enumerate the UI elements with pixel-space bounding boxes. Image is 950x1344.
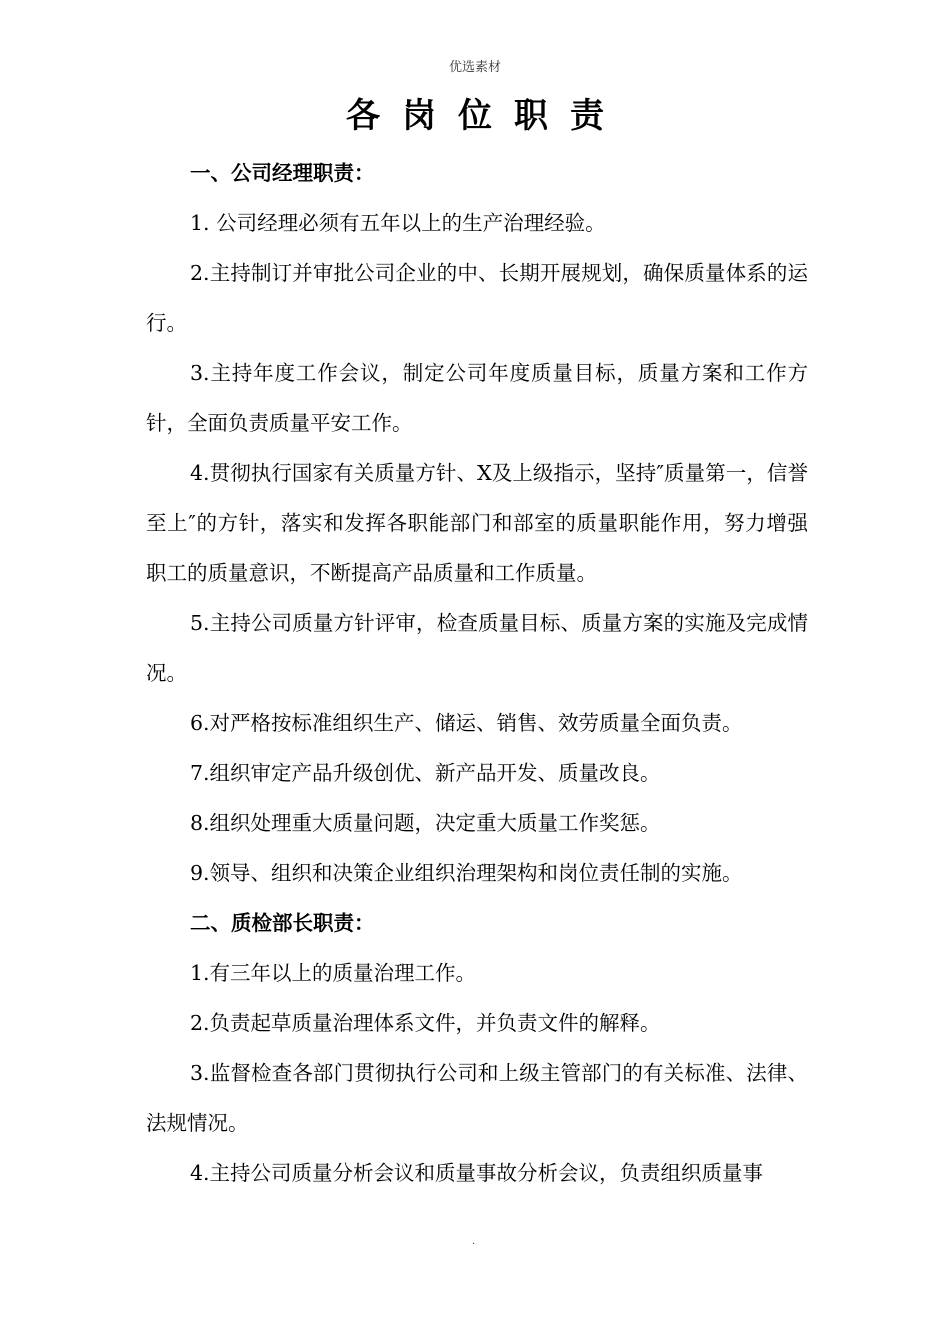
document-body bbox=[146, 148, 808, 1198]
list-item: 7.组织审定产品升级创优、新产品开发、质量改良。 bbox=[190, 761, 661, 785]
footer-mark: . bbox=[472, 1236, 476, 1247]
list-item: 3.主持年度工作会议，制定公司年度质量目标，质量方案和工作方针，全面负责质量平安工作。 bbox=[146, 361, 808, 435]
list-item: 2.负责起草质量治理体系文件，并负责文件的解释。 bbox=[190, 1011, 661, 1035]
list-item: 8.组织处理重大质量问题，决定重大质量工作奖惩。 bbox=[190, 811, 661, 835]
list-item: 1. 公司经理必须有五年以上的生产治理经验。 bbox=[190, 211, 606, 235]
list-item: 2.主持制订并审批公司企业的中、长期开展规划，确保质量体系的运行。 bbox=[146, 261, 808, 335]
header-note: 优选素材 bbox=[448, 60, 501, 75]
section-heading-manager: 一、公司经理职责： bbox=[190, 161, 375, 185]
list-item: 4.贯彻执行国家有关质量方针、X及上级指示，坚持″质量第一，信誉至上″的方针，落实和发挥各职能部门和部室的质量职能作用，努力增强职工的质量意识，不断提高产品质量和工作质量。 bbox=[146, 461, 808, 585]
list-item: 4.主持公司质量分析会议和质量事故分析会议，负责组织质量事 bbox=[190, 1161, 764, 1185]
list-item: 5.主持公司质量方针评审，检查质量目标、质量方案的实施及完成情况。 bbox=[146, 611, 808, 685]
list-item: 9.领导、组织和决策企业组织治理架构和岗位责任制的实施。 bbox=[190, 861, 743, 885]
list-item: 3.监督检查各部门贯彻执行公司和上级主管部门的有关标准、法律、法规情况。 bbox=[146, 1061, 808, 1135]
list-item: 1.有三年以上的质量治理工作。 bbox=[190, 961, 477, 985]
list-item: 6.对严格按标准组织生产、储运、销售、效劳质量全面负责。 bbox=[190, 711, 743, 735]
document-title: 各岗位职责 bbox=[346, 96, 626, 136]
section-heading-qc-director: 二、质检部长职责： bbox=[190, 911, 375, 935]
